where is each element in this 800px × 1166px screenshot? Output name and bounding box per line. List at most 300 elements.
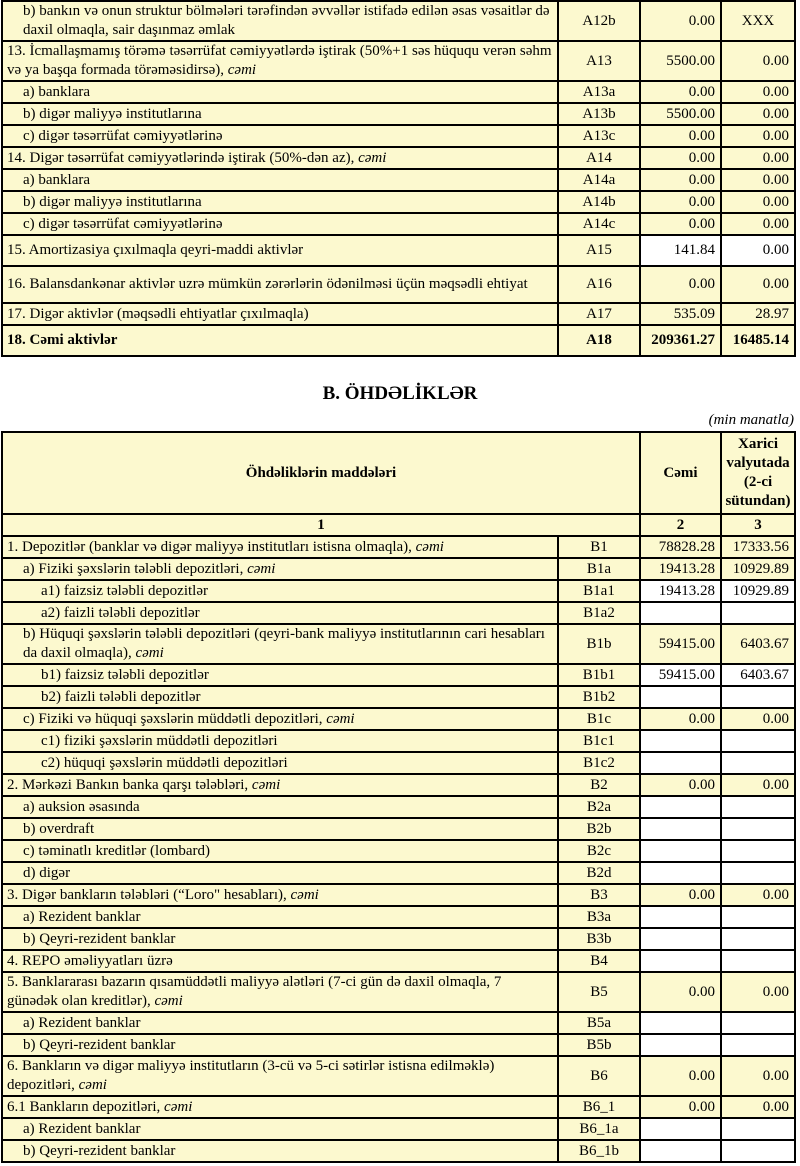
table-row (3, 971, 794, 1011)
item-code-cell (559, 581, 641, 601)
cemi-value: 209361.27 (651, 332, 715, 348)
item-label-italic-suffix: cəmi (247, 560, 276, 577)
cemi-value-cell (641, 797, 722, 817)
item-code: B5a (586, 1014, 612, 1031)
table-row (3, 1095, 794, 1117)
table-row (3, 663, 794, 685)
item-code-cell (559, 126, 641, 146)
xarici-value-cell (722, 665, 794, 685)
item-label-cell (3, 907, 559, 927)
table-row (3, 751, 794, 773)
item-code: B2d (586, 864, 612, 881)
item-label-cell (3, 192, 559, 212)
cemi-value-cell (641, 885, 722, 905)
item-code-cell (559, 1141, 641, 1161)
item-label-cell (3, 1141, 559, 1161)
item-label: b) Hüquqi şəxslərin tələbli depozitləri (qeyri-bank maliyyə institutlarının cari hesabları da daxil olmaqla), (23, 626, 545, 661)
item-label: a) Rezident banklar (23, 908, 141, 925)
item-label: b) overdraft (23, 820, 95, 837)
item-code: B1a (586, 560, 612, 577)
cemi-value-cell (641, 104, 722, 124)
cemi-value-cell (641, 1035, 722, 1055)
cemi-value: 59415.00 (658, 666, 715, 683)
xarici-value-cell (722, 1013, 794, 1033)
cemi-value: 0.00 (688, 83, 715, 100)
cemi-value: 0.00 (688, 276, 715, 292)
item-label: c2) hüquqi şəxslərin müddətli depozitləri (41, 754, 288, 771)
cemi-value-cell (641, 709, 722, 729)
xarici-value: XXX (741, 12, 775, 29)
table-row (3, 579, 794, 601)
xarici-value-cell (722, 731, 794, 751)
xarici-value: 10929.89 (732, 560, 789, 577)
item-code: B6 (590, 1067, 608, 1084)
xarici-value-cell (722, 326, 794, 355)
xarici-value-cell (722, 267, 794, 302)
item-code: B3b (586, 930, 612, 947)
item-code-cell (559, 775, 641, 795)
item-label: a) Rezident banklar (23, 1014, 141, 1031)
item-code: B2 (590, 776, 608, 793)
item-label-cell (3, 841, 559, 861)
item-code-cell (559, 731, 641, 751)
xarici-value: 0.00 (762, 983, 789, 1000)
table-row (3, 1055, 794, 1095)
item-label-cell (3, 104, 559, 124)
column-index-row (3, 513, 794, 535)
cemi-value-cell (641, 951, 722, 971)
item-code: B2c (586, 842, 612, 859)
cemi-value-cell (641, 326, 722, 355)
cemi-value-cell (641, 753, 722, 773)
item-label: b) bankın və onun struktur bölmələri tərəfindən əvvəllər istifadə edilən əsas vəsaitlər də daxil olmaqla, sair daşınmaz əmlak (23, 3, 550, 38)
item-label: a) Rezident banklar (23, 1120, 141, 1137)
item-label: 1. Depozitlər (banklar və digər maliyyə institutları istisna olmaqla), (7, 538, 412, 555)
cemi-value: 0.00 (688, 710, 715, 727)
item-label-italic-suffix: cəmi (290, 886, 319, 903)
item-label-cell (3, 236, 559, 265)
item-code-cell (559, 863, 641, 883)
cemi-value: 5500.00 (666, 52, 715, 69)
item-label-cell (3, 42, 559, 80)
item-code-cell (559, 625, 641, 663)
xarici-value-cell (722, 192, 794, 212)
xarici-value: 16485.14 (732, 332, 789, 348)
xarici-value-cell (722, 581, 794, 601)
cemi-value-cell (641, 731, 722, 751)
cemi-value-cell (641, 625, 722, 663)
xarici-value-cell (722, 709, 794, 729)
cemi-value-cell (641, 214, 722, 234)
item-code: B1b1 (582, 666, 616, 683)
item-label: 17. Digər aktivlər (məqsədli ehtiyatlar çıxılmaqla) (7, 305, 309, 322)
cemi-value-cell (641, 687, 722, 707)
item-label-cell (3, 1035, 559, 1055)
cemi-value-cell (641, 907, 722, 927)
item-code-cell (559, 753, 641, 773)
item-code-cell (559, 797, 641, 817)
table-row (3, 324, 794, 355)
item-code: B1c2 (583, 754, 615, 771)
table-row (3, 927, 794, 949)
item-label-italic-suffix: cəmi (154, 993, 183, 1009)
cemi-value: 0.00 (688, 127, 715, 144)
cemi-value: 19413.28 (658, 560, 715, 577)
item-code-cell (559, 841, 641, 861)
item-code-cell (559, 1057, 641, 1095)
item-label: c) digər təsərrüfat cəmiyyətlərinə (23, 215, 223, 232)
item-label-cell (3, 603, 559, 623)
table-row (3, 685, 794, 707)
item-code: B2a (586, 798, 612, 815)
cemi-value: 0.00 (688, 215, 715, 232)
item-code-cell (559, 267, 641, 302)
cemi-value-cell (641, 1141, 722, 1161)
item-label-italic-suffix: cəmi (251, 776, 281, 793)
table-row (3, 535, 794, 557)
xarici-value-cell (722, 907, 794, 927)
item-code: A14 (586, 149, 612, 166)
xarici-value-cell (722, 819, 794, 839)
item-label-cell (3, 625, 559, 663)
table-row (3, 234, 794, 265)
table-row (3, 124, 794, 146)
item-code: B5 (590, 983, 608, 1000)
item-label-cell (3, 753, 559, 773)
item-label: 18. Cəmi aktivlər (7, 332, 118, 348)
item-label-cell (3, 797, 559, 817)
item-label: b2) faizli tələbli depozitlər (41, 688, 201, 705)
xarici-value: 0.00 (762, 127, 789, 144)
cemi-value-cell (641, 2, 722, 40)
item-label: c1) fiziki şəxslərin müddətli depozitləri (41, 732, 278, 749)
table-row (3, 2, 794, 40)
cemi-value: 0.00 (688, 983, 715, 1000)
cemi-value: 535.09 (673, 305, 715, 322)
item-code: B3 (590, 886, 608, 903)
item-code: B1a2 (583, 604, 615, 621)
item-code: B1b (586, 635, 612, 652)
xarici-value-cell (722, 304, 794, 324)
item-code: A14a (582, 171, 616, 188)
item-label: b1) faizsiz tələbli depozitlər (41, 666, 209, 683)
item-code-cell (559, 1035, 641, 1055)
item-code-cell (559, 2, 641, 40)
item-code: B1c1 (583, 732, 615, 749)
table-row (3, 817, 794, 839)
table-row (3, 861, 794, 883)
cemi-value-cell (641, 1057, 722, 1095)
item-label: b) digər maliyyə institutlarına (23, 193, 202, 210)
item-label-cell (3, 951, 559, 971)
item-code: B5b (586, 1036, 612, 1053)
item-code-cell (559, 1013, 641, 1033)
xarici-value-cell (722, 929, 794, 949)
item-label-cell (3, 929, 559, 949)
item-label-cell (3, 1119, 559, 1139)
table-row (3, 557, 794, 579)
cemi-value-cell (641, 841, 722, 861)
cemi-value: 5500.00 (666, 105, 715, 122)
cemi-value: 19413.28 (658, 582, 715, 599)
cemi-value-cell (641, 82, 722, 102)
xarici-value-cell (722, 559, 794, 579)
table-row (3, 707, 794, 729)
cemi-value: 0.00 (688, 12, 715, 29)
xarici-value-cell (722, 797, 794, 817)
item-label-italic-suffix: cəmi (135, 645, 164, 661)
xarici-header-cell: Xarici valyutada (2-ci sütundan) (725, 436, 791, 509)
liabilities-table (1, 431, 796, 1163)
table-row (3, 795, 794, 817)
cemi-value-cell (641, 148, 722, 168)
item-label-cell (3, 819, 559, 839)
xarici-value: 0.00 (762, 1098, 789, 1115)
item-label-cell (3, 581, 559, 601)
cemi-value-cell (641, 42, 722, 80)
cemi-value: 0.00 (688, 171, 715, 188)
cemi-value-cell (641, 1013, 722, 1033)
cemi-value-cell (641, 1119, 722, 1139)
item-label: a1) faizsiz tələbli depozitlər (41, 582, 208, 599)
table-row (3, 601, 794, 623)
items-header-cell: Öhdəliklərin maddələri (3, 433, 641, 513)
item-label: c) digər təsərrüfat cəmiyyətlərinə (23, 127, 223, 144)
xarici-value-cell (722, 1057, 794, 1095)
table-row (3, 1011, 794, 1033)
xarici-value: 0.00 (762, 215, 789, 232)
cemi-value-cell (641, 559, 722, 579)
xarici-value: 0.00 (762, 1067, 789, 1084)
cemi-value-cell (641, 863, 722, 883)
item-label-cell (3, 1013, 559, 1033)
xarici-value-cell (722, 687, 794, 707)
item-code-cell (559, 665, 641, 685)
item-label: 16. Balansdankənar aktivlər uzrə mümkün zərərlərin ödənilməsi üçün məqsədli ehtiyat (7, 276, 528, 292)
item-code: B6_1 (582, 1098, 616, 1115)
item-code-cell (559, 973, 641, 1011)
item-code-cell (559, 326, 641, 355)
item-code: B1a1 (583, 582, 615, 599)
item-label-italic-suffix: cəmi (326, 710, 355, 727)
xarici-value: 0.00 (762, 83, 789, 100)
cemi-value-cell (641, 236, 722, 265)
xarici-value-cell (722, 2, 794, 40)
xarici-value-cell (722, 841, 794, 861)
item-label-cell (3, 1057, 559, 1095)
item-code-cell (559, 1119, 641, 1139)
item-label-cell (3, 126, 559, 146)
item-label-italic-suffix: cəmi (415, 538, 444, 555)
item-code-cell (559, 951, 641, 971)
item-label: 5. Banklararası bazarın qısamüddətli maliyyə alətləri (7-ci gün də daxil olmaqla, 7 günədək olan kreditlər), (7, 974, 502, 1009)
item-label: a) Fiziki şəxslərin tələbli depozitləri, (23, 560, 244, 577)
item-code-cell (559, 885, 641, 905)
item-label-cell (3, 267, 559, 302)
item-label: a) auksion əsasında (23, 798, 140, 815)
xarici-value: 28.97 (755, 305, 789, 322)
item-code: B3a (586, 908, 612, 925)
item-label-italic-suffix: cəmi (164, 1098, 193, 1115)
table-row (3, 883, 794, 905)
item-code: B1b2 (582, 688, 616, 705)
xarici-value-cell (722, 170, 794, 190)
table-row (3, 623, 794, 663)
assets-table (1, 0, 796, 357)
cemi-value: 78828.28 (658, 538, 715, 555)
column-index-2: 2 (641, 515, 722, 535)
item-code-cell (559, 819, 641, 839)
xarici-value: 0.00 (762, 710, 789, 727)
table-row (3, 773, 794, 795)
xarici-value-cell (722, 42, 794, 80)
item-code-cell (559, 929, 641, 949)
xarici-value: 0.00 (762, 276, 789, 292)
cemi-value: 0.00 (688, 193, 715, 210)
xarici-value-cell (722, 863, 794, 883)
item-code: B6_1a (579, 1120, 619, 1137)
table-row (3, 302, 794, 324)
xarici-value-cell (722, 148, 794, 168)
item-label-cell (3, 326, 559, 355)
cemi-value-cell (641, 267, 722, 302)
item-code-cell (559, 687, 641, 707)
item-code: B1 (590, 538, 608, 555)
item-code: B4 (590, 952, 608, 969)
cemi-value-cell (641, 537, 722, 557)
cemi-value-cell (641, 126, 722, 146)
item-code-cell (559, 603, 641, 623)
cemi-value-cell (641, 304, 722, 324)
item-label: 13. İcmallaşmamış törəmə təsərrüfat cəmiyyətlərdə iştirak (50%+1 səs hüququ verən səhm və ya başqa formada törəməsidirsə), (7, 43, 552, 78)
table-row (3, 80, 794, 102)
column-index-3: 3 (754, 516, 762, 533)
item-code: A13a (582, 83, 616, 100)
item-code-cell (559, 192, 641, 212)
cemi-value-cell (641, 581, 722, 601)
item-code-cell (559, 537, 641, 557)
table-row (3, 212, 794, 234)
item-label-cell (3, 731, 559, 751)
table-row (3, 949, 794, 971)
cemi-value-cell (641, 603, 722, 623)
xarici-value-cell (722, 1119, 794, 1139)
cemi-value-cell (641, 819, 722, 839)
xarici-value: 17333.56 (732, 538, 789, 555)
item-code-cell (559, 104, 641, 124)
item-code-cell (559, 170, 641, 190)
item-label: a) banklara (23, 171, 91, 188)
xarici-value-cell (722, 104, 794, 124)
xarici-value: 0.00 (762, 776, 789, 793)
item-label-cell (3, 82, 559, 102)
item-label: b) Qeyri-rezident banklar (23, 930, 176, 947)
item-code: A13c (582, 127, 616, 144)
item-label-cell (3, 304, 559, 324)
xarici-value-cell (722, 236, 794, 265)
item-code: A14b (582, 193, 616, 210)
item-label-cell (3, 973, 559, 1011)
item-label: 14. Digər təsərrüfat cəmiyyətlərində iştirak (50%-dən az), (7, 149, 355, 166)
item-label-cell (3, 687, 559, 707)
xarici-value: 0.00 (762, 242, 789, 258)
xarici-value-cell (722, 82, 794, 102)
item-code: A16 (586, 276, 612, 292)
table-row (3, 265, 794, 302)
xarici-value: 10929.89 (732, 582, 789, 599)
column-index-1: 1 (3, 515, 641, 535)
item-label: b) digər maliyyə institutlarına (23, 105, 202, 122)
xarici-value: 0.00 (762, 52, 789, 69)
item-code: A13 (586, 52, 612, 69)
item-label-cell (3, 2, 559, 40)
xarici-value-cell (722, 973, 794, 1011)
item-code-cell (559, 82, 641, 102)
xarici-value-cell (722, 775, 794, 795)
xarici-value: 0.00 (762, 171, 789, 188)
cemi-value: 0.00 (688, 149, 715, 166)
item-label: 4. REPO əməliyyatları üzrə (7, 952, 173, 969)
item-label: 3. Digər bankların tələbləri (“Loro" hesabları), (7, 886, 287, 903)
cemi-value-cell (641, 665, 722, 685)
xarici-value-cell (722, 625, 794, 663)
table-row (3, 839, 794, 861)
item-label-cell (3, 214, 559, 234)
liabilities-header-row (3, 433, 794, 513)
item-label: d) digər (23, 864, 71, 881)
xarici-value-cell (722, 126, 794, 146)
item-label: b) Qeyri-rezident banklar (23, 1036, 176, 1053)
table-row (3, 190, 794, 212)
item-code-cell (559, 214, 641, 234)
item-label-cell (3, 775, 559, 795)
item-code: B1c (586, 710, 612, 727)
cemi-value: 59415.00 (658, 635, 715, 652)
item-label: a) banklara (23, 83, 91, 100)
item-code: A18 (586, 332, 612, 348)
item-label-cell (3, 665, 559, 685)
xarici-value-cell (722, 1141, 794, 1161)
item-label: b) Qeyri-rezident banklar (23, 1142, 176, 1159)
xarici-value: 6403.67 (740, 635, 789, 652)
item-label-cell (3, 170, 559, 190)
item-label-cell (3, 885, 559, 905)
item-label-italic-suffix: cəmi (227, 62, 257, 78)
item-code-cell (559, 1097, 641, 1117)
xarici-value-cell (722, 214, 794, 234)
cemi-value-cell (641, 775, 722, 795)
xarici-value: 6403.67 (740, 666, 789, 683)
xarici-value-cell (722, 1035, 794, 1055)
xarici-value-cell (722, 603, 794, 623)
xarici-value-cell (722, 951, 794, 971)
cemi-header-cell: Cəmi (641, 433, 722, 513)
cemi-value-cell (641, 929, 722, 949)
xarici-value-cell (722, 753, 794, 773)
item-code: A15 (586, 242, 612, 258)
item-label: c) Fiziki və hüquqi şəxslərin müddətli depozitləri, (23, 710, 323, 727)
item-label: 15. Amortizasiya çıxılmaqla qeyri-maddi aktivlər (7, 242, 304, 258)
item-label-cell (3, 148, 559, 168)
item-label: 6. Bankların və digər maliyyə institutların (3-cü və 5-ci sətirlər istisna edilməklə) depozitləri, (7, 1058, 495, 1093)
cemi-value: 0.00 (688, 1098, 715, 1115)
item-label: 2. Mərkəzi Bankın banka qarşı tələbləri, (7, 776, 249, 793)
table-row (3, 1139, 794, 1161)
table-row (3, 146, 794, 168)
cemi-value-cell (641, 1097, 722, 1117)
table-row (3, 729, 794, 751)
unit-note: (min manatla) (708, 412, 794, 428)
